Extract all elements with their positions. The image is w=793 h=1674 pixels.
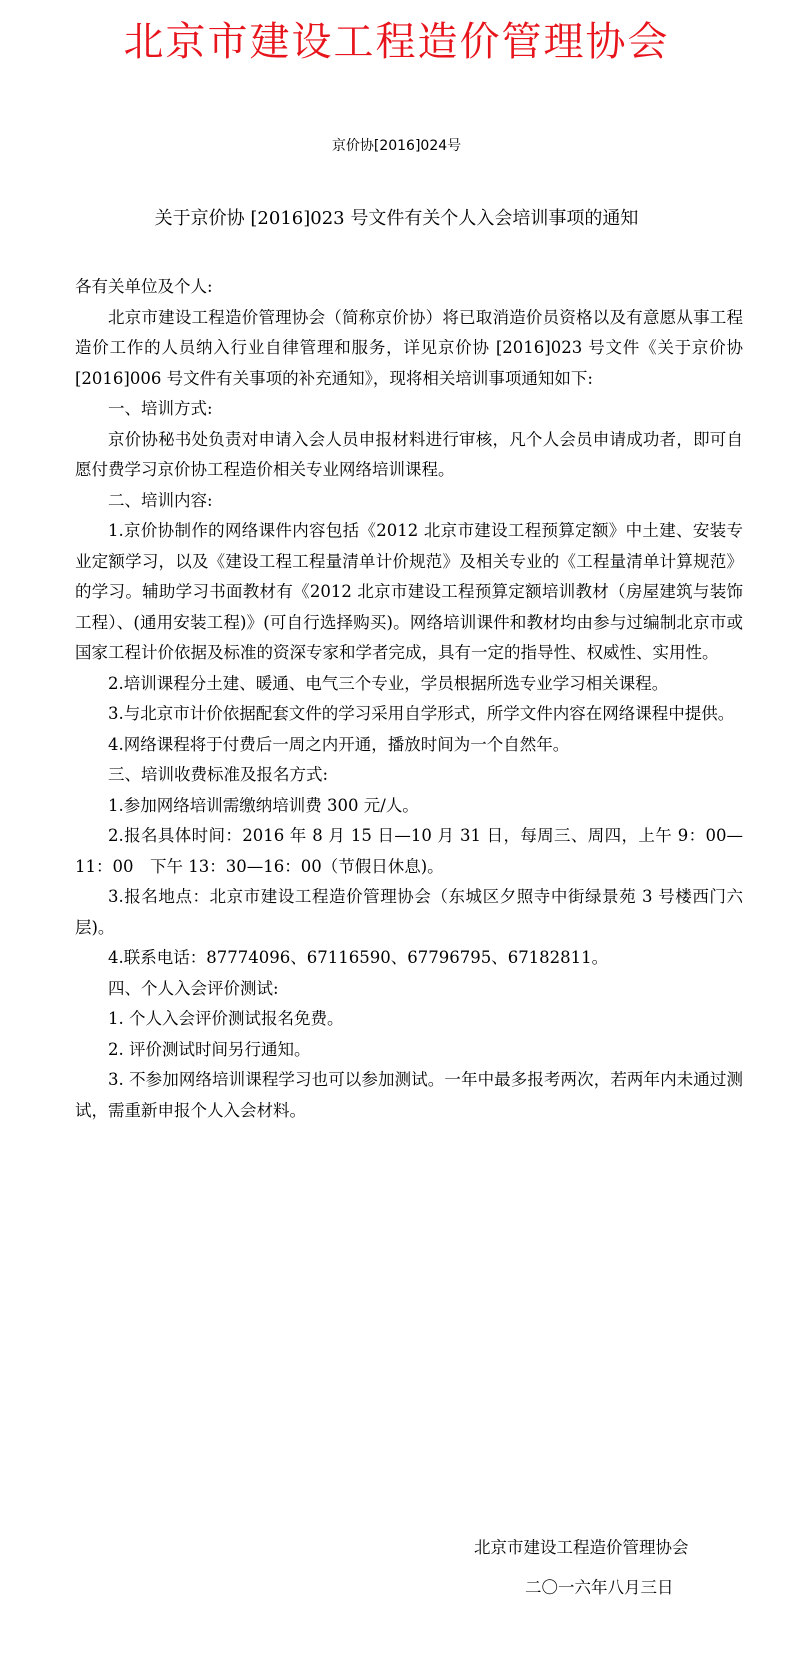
paragraph-eval-item-1: 1. 个人入会评价测试报名免费。 xyxy=(108,1009,344,1028)
section-heading-training-method: 一、培训方式: xyxy=(108,399,213,418)
paragraph-eval-item-3: 3. 不参加网络培训课程学习也可以参加测试。一年中最多报考两次，若两年内未通过测试，需重新申报个人入会材料。 xyxy=(75,1070,743,1120)
paragraph-content-item-2: 2.培训课程分土建、暖通、电气三个专业，学员根据所选专业学习相关课程。 xyxy=(108,673,669,693)
paragraph-intro: 北京市建设工程造价管理协会（简称京价协）将已取消造价员资格以及有意愿从事工程造价工作的人员纳入行业自律管理和服务，详见京价协 [2016]023 号文件《关于京价协[2016]006 号文件有关事项的补充通知》，现将相关培训事项通知如下: xyxy=(75,307,743,388)
document-number: 京价协[2016]024号 xyxy=(331,138,462,154)
paragraph-training-method: 京价协秘书处负责对申请入会人员申报材料进行审核，凡个人会员申请成功者，即可自愿付费学习京价协工程造价相关专业网络培训课程。 xyxy=(75,429,743,479)
organization-header-title: 北京市建设工程造价管理协会 xyxy=(123,19,670,65)
paragraph-fee-item-2: 2.报名具体时间：2016 年 8 月 15 日—10 月 31 日，每周三、周四，上午 9：00—11：00 下午 13：30—16：00（节假日休息)。 xyxy=(75,826,743,876)
paragraph-fee-item-1: 1.参加网络培训需缴纳培训费 300 元/人。 xyxy=(108,795,419,815)
section-heading-evaluation: 四、个人入会评价测试: xyxy=(108,978,279,998)
paragraph-fee-item-4: 4.联系电话：87774096、67116590、67796795、67182811。 xyxy=(108,948,609,967)
paragraph-fee-item-3: 3.报名地点：北京市建设工程造价管理协会（东城区夕照寺中街绿景苑 3 号楼西门六层)。 xyxy=(75,887,743,937)
salutation: 各有关单位及个人: xyxy=(75,277,213,296)
document-body xyxy=(75,272,743,1126)
signature-organization: 北京市建设工程造价管理协会 xyxy=(474,1538,689,1557)
paragraph-content-item-1: 1.京价协制作的网络课件内容包括《2012 北京市建设工程预算定额》中土建、安装专业定额学习，以及《建设工程工程量清单计价规范》及相关专业的《工程量清单计算规范》的学习。辅助学习书面教材有《2012 北京市建设工程预算定额培训教材（房屋建筑与装饰工程）、(通用安装工程)》(可自行选择购买)。网络培训课件和教材均由参与过编制北京市或国家工程计价依据及标准的资深专家和学者完成，具有一定的指导性、权威性、实用性。 xyxy=(75,521,743,662)
document-title: 关于京价协 [2016]023 号文件有关个人入会培训事项的通知 xyxy=(154,208,639,229)
paragraph-content-item-4: 4.网络课程将于付费后一周之内开通，播放时间为一个自然年。 xyxy=(108,734,570,754)
paragraph-eval-item-2: 2. 评价测试时间另行通知。 xyxy=(108,1039,311,1059)
section-heading-fees: 三、培训收费标准及报名方式: xyxy=(108,765,329,784)
paragraph-content-item-3: 3.与北京市计价依据配套文件的学习采用自学形式，所学文件内容在网络课程中提供。 xyxy=(108,704,735,723)
section-heading-training-content: 二、培训内容: xyxy=(108,490,213,510)
signature-date: 二〇一六年八月三日 xyxy=(525,1578,674,1597)
